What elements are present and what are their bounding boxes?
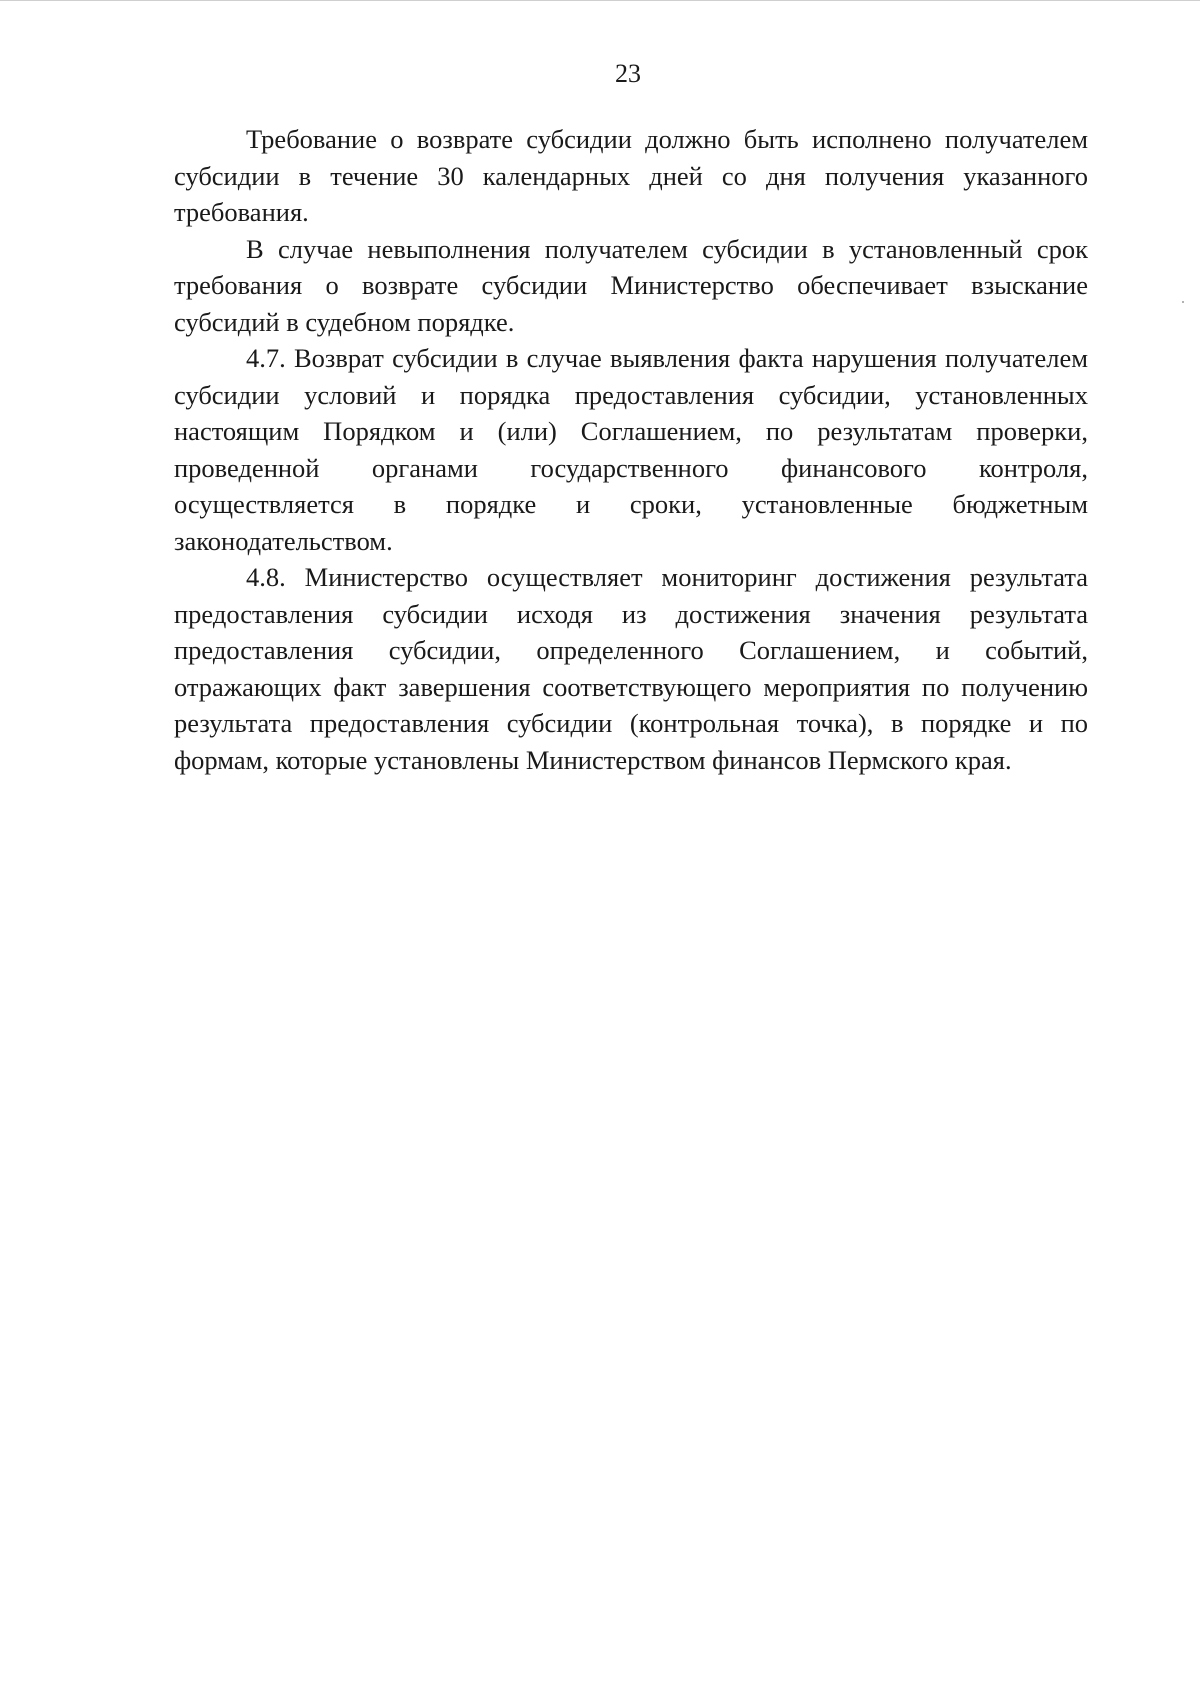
document-body xyxy=(174,121,1088,778)
paragraph-4-7: 4.7. Возврат субсидии в случае выявления факта нарушения получателем субсидии условий и порядка предоставления субсидии, установленных настоящим Порядком и (или) Соглашением, по результатам проверки, проведенной органами государственного финансового контроля, осуществляется в порядке и сроки, установленные бюджетным законодательством. xyxy=(174,343,1088,556)
paragraph-4-8: 4.8. Министерство осуществляет мониторинг достижения результата предоставления субсидии исходя из достижения значения результата предоставления субсидии, определенного Соглашением, и событий, отражающих факт завершения соответствующего мероприятия по получению результата предоставления субсидии (контрольная точка), в порядке и по формам, которые установлены Министерством финансов Пермского края. xyxy=(174,562,1088,775)
paragraph-refund-deadline: Требование о возврате субсидии должно быть исполнено получателем субсидии в течение 30 календарных дней со дня получения указанного требования. xyxy=(174,124,1088,227)
paragraph-judicial-recovery: В случае невыполнения получателем субсидии в установленный срок требования о возврате субсидии Министерство обеспечивает взыскание субсидий в судебном порядке. xyxy=(174,233,1088,337)
page-number: 23 xyxy=(615,59,641,88)
scan-speck xyxy=(1182,301,1184,303)
